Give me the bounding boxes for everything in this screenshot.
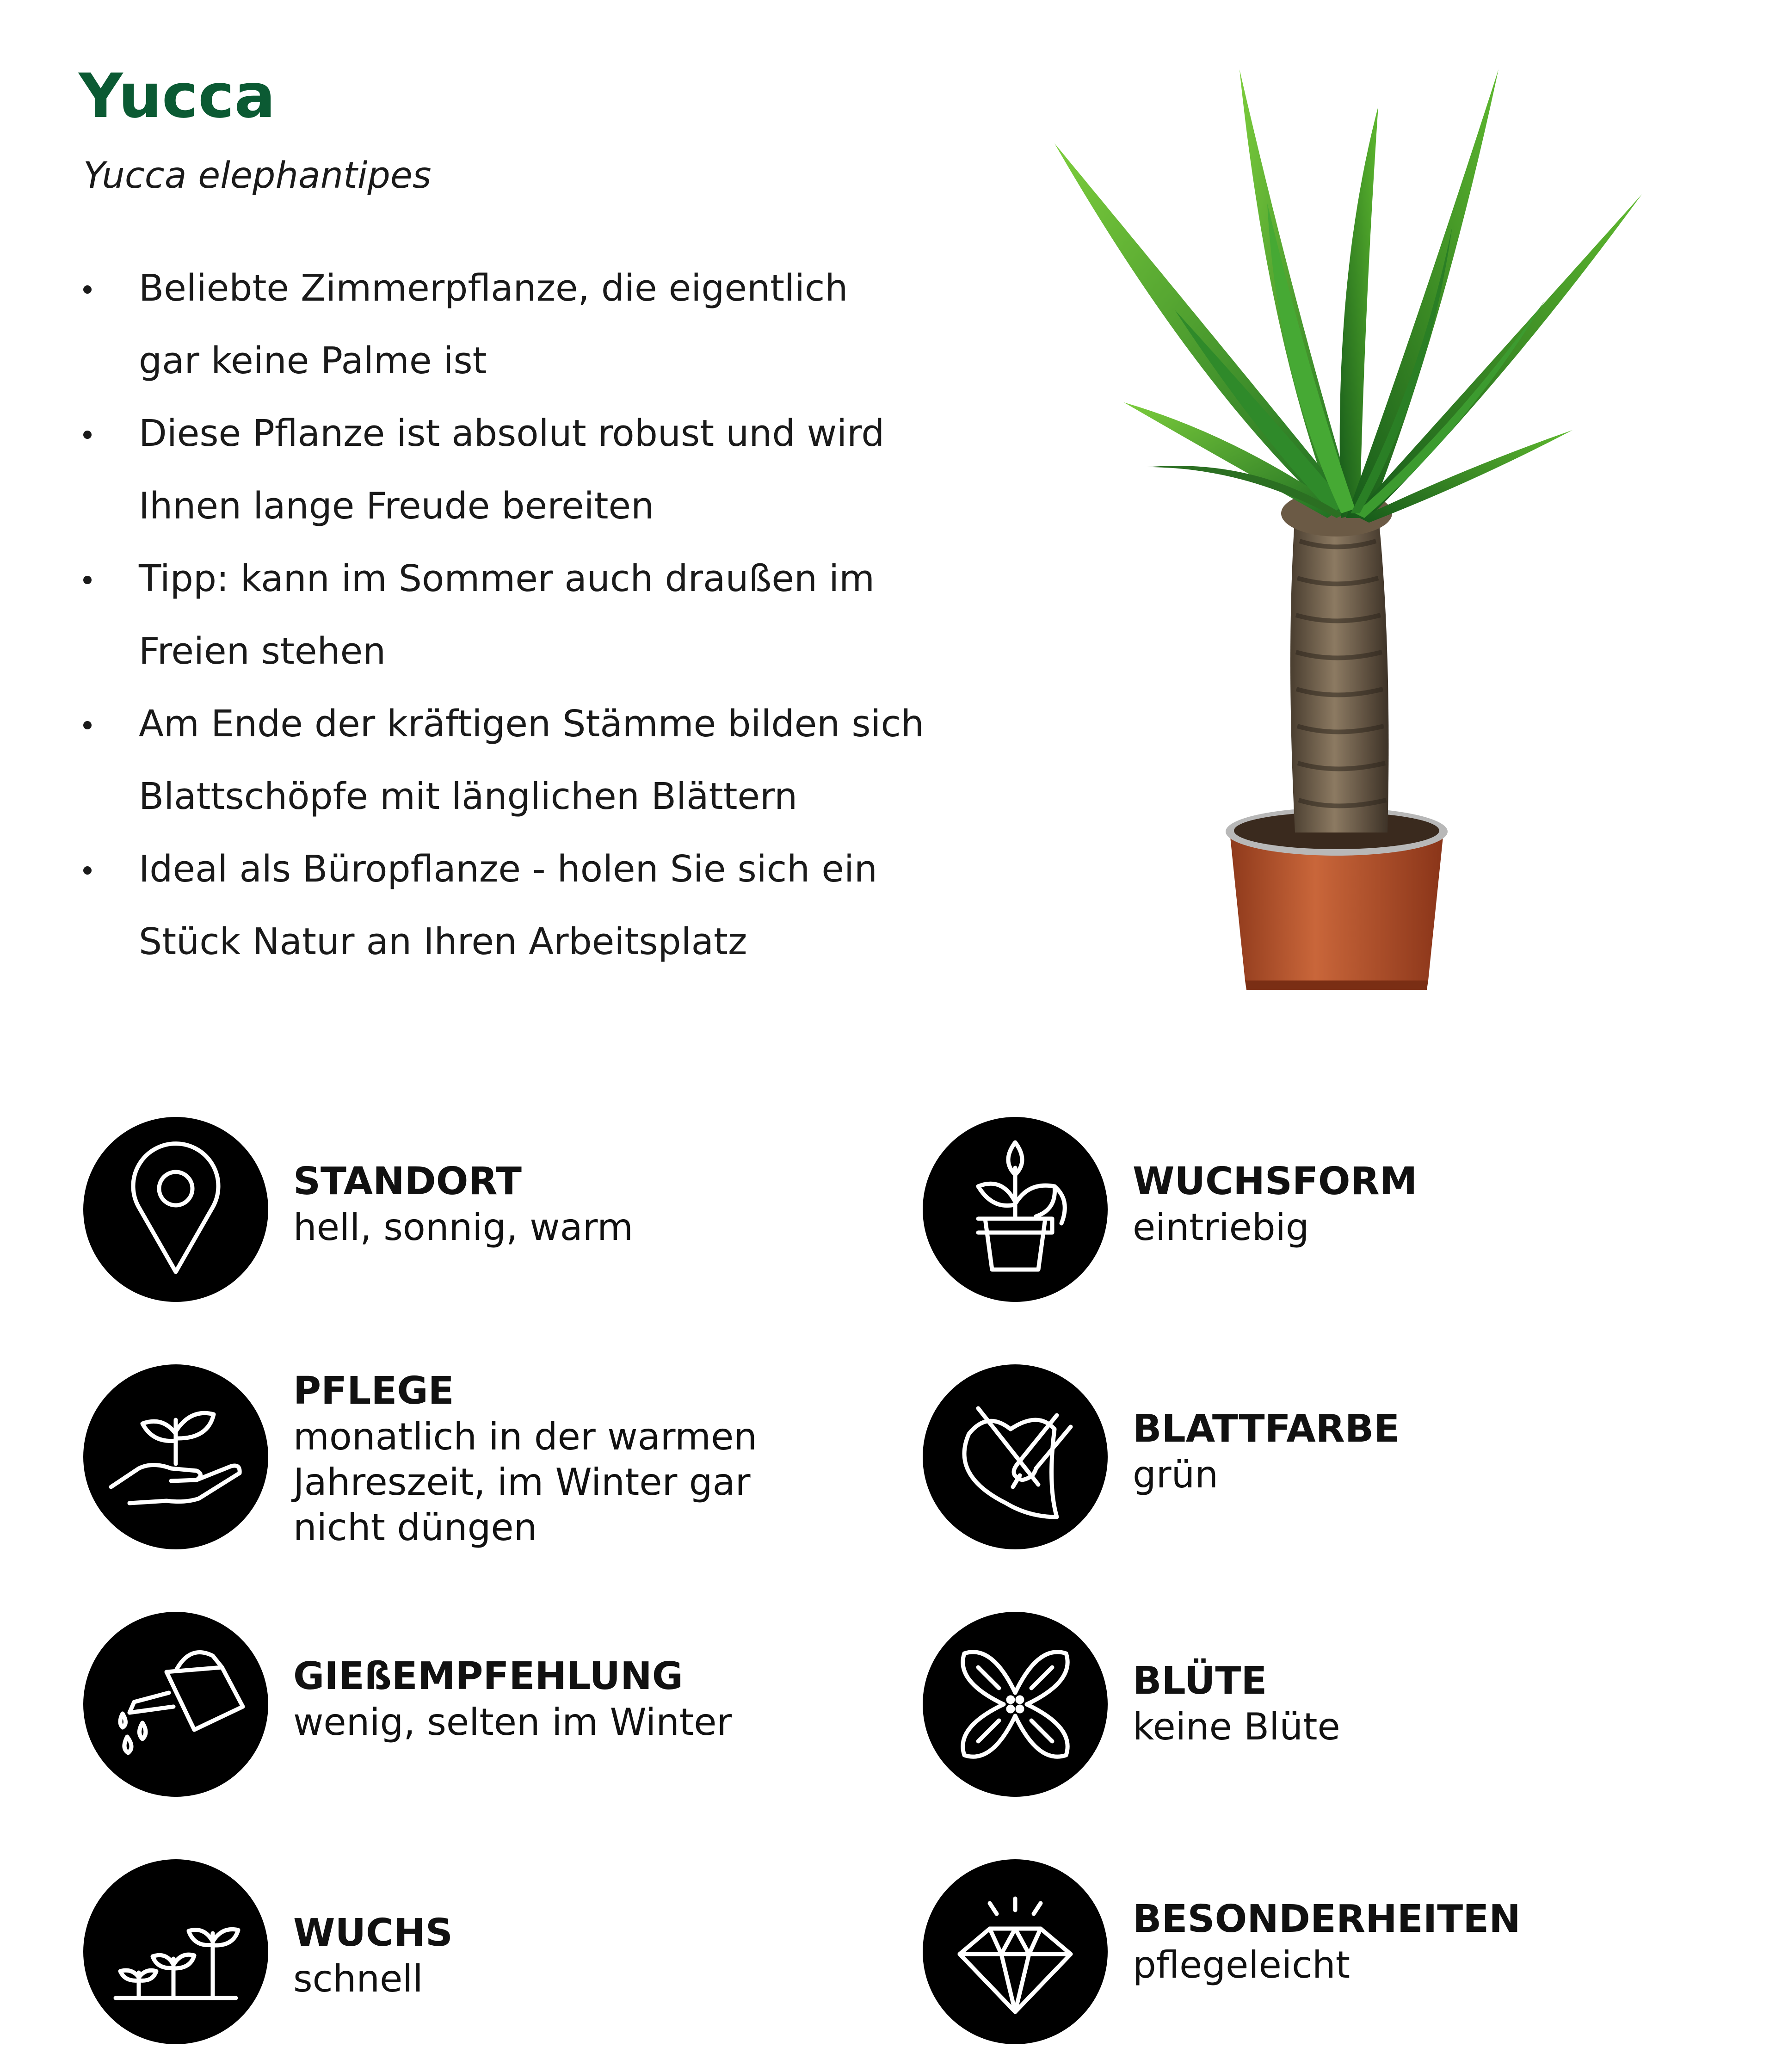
feature-value: schnell bbox=[293, 1957, 423, 2000]
bullet-dot-icon bbox=[83, 576, 92, 584]
feature-wuchs bbox=[83, 1859, 731, 2044]
feature-label: BESONDERHEITEN bbox=[1133, 1897, 1521, 1941]
feature-besonderheiten bbox=[923, 1859, 1570, 2044]
feature-value: wenig, selten im Winter bbox=[293, 1701, 732, 1744]
bullet-item bbox=[83, 252, 939, 397]
bullet-text: Am Ende der kräftigen Stämme bilden sich bbox=[139, 703, 924, 745]
bullet-dot-icon bbox=[83, 285, 92, 294]
bullet-text: Freien stehen bbox=[139, 630, 386, 672]
hand-sprout-icon bbox=[83, 1364, 268, 1549]
flower-icon bbox=[923, 1612, 1108, 1797]
diamond-icon bbox=[923, 1859, 1108, 2044]
bullet-text: Beliebte Zimmerpflanze, die eigentlich bbox=[139, 267, 848, 309]
bullet-text: Ideal als Büropflanze - holen Sie sich ein bbox=[139, 848, 877, 890]
feature-label: WUCHS bbox=[293, 1911, 453, 1955]
page-title: Yucca bbox=[79, 61, 276, 132]
feature-value: Jahreszeit, im Winter gar bbox=[293, 1461, 751, 1504]
feature-wuchsform bbox=[923, 1117, 1570, 1302]
growing-seedlings-icon bbox=[83, 1859, 268, 2044]
bullet-text: gar keine Palme ist bbox=[139, 339, 487, 382]
feature-label: WUCHSFORM bbox=[1133, 1159, 1418, 1203]
bullet-dot-icon bbox=[83, 866, 92, 875]
feature-value: keine Blüte bbox=[1133, 1705, 1340, 1748]
feature-blattfarbe bbox=[923, 1364, 1570, 1549]
bullet-text: Ihnen lange Freude bereiten bbox=[139, 485, 654, 527]
location-pin-icon bbox=[83, 1117, 268, 1302]
feature-label: GIEßEMPFEHLUNG bbox=[293, 1654, 684, 1698]
feature-label: STANDORT bbox=[293, 1159, 522, 1203]
leaf-brush-icon bbox=[923, 1364, 1108, 1549]
bullet-text: Tipp: kann im Sommer auch draußen im bbox=[139, 557, 875, 600]
bullet-item bbox=[83, 688, 939, 833]
feature-value: eintriebig bbox=[1133, 1206, 1309, 1249]
bullet-item bbox=[83, 543, 939, 688]
bullet-text: Blattschöpfe mit länglichen Blättern bbox=[139, 775, 798, 818]
botanical-name: Yucca elephantipes bbox=[83, 155, 432, 197]
feature-label: BLÜTE bbox=[1133, 1659, 1267, 1703]
feature-value: hell, sonnig, warm bbox=[293, 1206, 633, 1249]
feature-value: grün bbox=[1133, 1453, 1219, 1496]
feature-bluete bbox=[923, 1612, 1570, 1797]
feature-label: PFLEGE bbox=[293, 1369, 454, 1413]
feature-giessempfehlung bbox=[83, 1612, 731, 1797]
watering-can-icon bbox=[83, 1612, 268, 1797]
feature-label: BLATTFARBE bbox=[1133, 1407, 1400, 1451]
feature-value: nicht düngen bbox=[293, 1506, 537, 1549]
bullet-item bbox=[83, 833, 939, 978]
bullet-text: Diese Pflanze ist absolut robust und wird bbox=[139, 412, 885, 455]
feature-pflege bbox=[83, 1364, 758, 1559]
bullet-item bbox=[83, 397, 939, 543]
feature-bullet-list bbox=[83, 252, 939, 978]
bullet-dot-icon bbox=[83, 721, 92, 729]
feature-value: pflegeleicht bbox=[1133, 1943, 1350, 1986]
bullet-text: Stück Natur an Ihren Arbeitsplatz bbox=[139, 920, 747, 963]
feature-value: monatlich in der warmen bbox=[293, 1415, 758, 1458]
yucca-plant-image bbox=[1036, 51, 1656, 1004]
potted-plant-icon bbox=[923, 1117, 1108, 1302]
feature-standort bbox=[83, 1117, 731, 1302]
bullet-dot-icon bbox=[83, 431, 92, 439]
